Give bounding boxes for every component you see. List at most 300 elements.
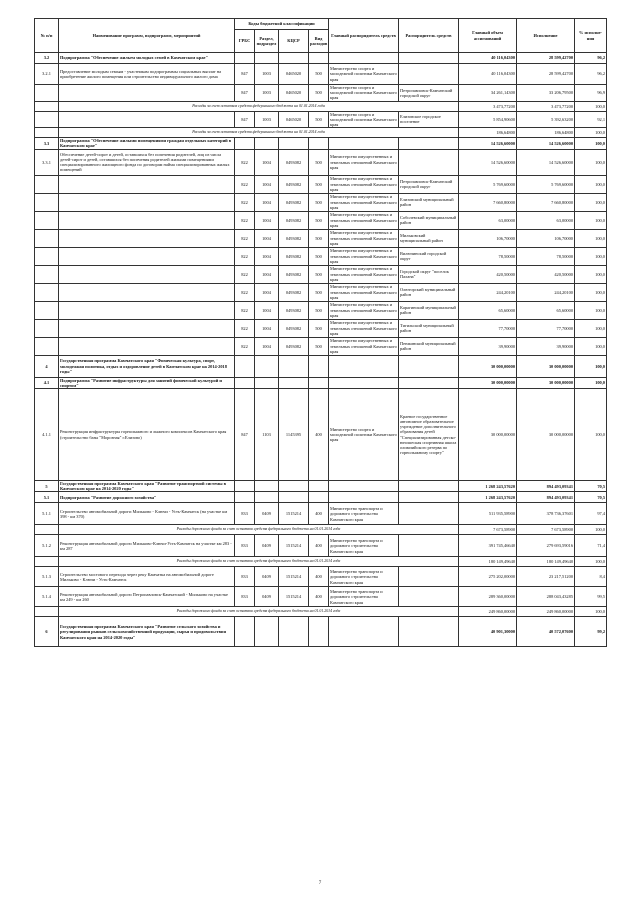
row-main-manager: Министерство имущественных и земельных отношений Камчатского края	[330, 320, 397, 336]
empty-cell	[329, 377, 399, 388]
note-row	[35, 101, 607, 111]
note-row	[35, 557, 607, 567]
row-razdel: 1004	[255, 211, 279, 229]
row-name: Подпрограмма "Развитие дорожного хозяйства"	[59, 492, 235, 503]
row-num: 5.1.2	[35, 535, 59, 557]
row-vr: 400	[309, 503, 329, 525]
section-row	[35, 617, 607, 647]
row-pct: 100,0	[575, 138, 607, 149]
section-row	[35, 377, 607, 388]
row-name	[59, 283, 235, 301]
row-exec: 244,20100	[517, 283, 575, 301]
row-volume: 1 268 243,57620	[459, 492, 517, 503]
row-volume: 30 000,00000	[459, 377, 517, 388]
section-row	[35, 355, 607, 377]
section-row	[35, 138, 607, 149]
col-header-pct: % исполне-ния	[575, 19, 607, 53]
row-exec: 5 769,60000	[517, 175, 575, 193]
row-pct: 100,0	[575, 319, 607, 337]
row-name	[59, 193, 235, 211]
row-name	[59, 211, 235, 229]
row-kcsr: 0493082	[279, 337, 309, 355]
row-exec: 28 599,42700	[517, 64, 575, 85]
empty-cell	[279, 53, 309, 64]
row-razdel: 1004	[255, 283, 279, 301]
empty-cell	[399, 492, 459, 503]
row-num: 3.2.1	[35, 64, 59, 85]
empty-cell	[329, 138, 399, 149]
row-kcsr: 0493082	[279, 149, 309, 175]
row-razdel: 1004	[255, 229, 279, 247]
row-exec: 77,70000	[517, 319, 575, 337]
row-exec: 65,60000	[517, 301, 575, 319]
section-row	[35, 481, 607, 492]
row-pct: 100,0	[575, 247, 607, 265]
row-volume: 5 769,60000	[459, 175, 517, 193]
row-volume: 3 473,77200	[459, 101, 517, 111]
row-pct: 71,4	[575, 535, 607, 557]
row-exec: 5 392,63200	[517, 111, 575, 128]
row-kcsr: 1515214	[279, 535, 309, 557]
row-vr: 500	[309, 301, 329, 319]
row-grbs: 822	[235, 229, 255, 247]
empty-cell	[235, 492, 255, 503]
row-manager: Вилючинский городской округ	[399, 247, 459, 265]
row-manager: Соболевский муниципальный район	[399, 211, 459, 229]
row-pct: 100,0	[575, 525, 607, 535]
empty-cell	[235, 377, 255, 388]
row-main-manager: Министерство имущественных и земельных отношений Камчатского края	[330, 212, 397, 228]
empty-cell	[399, 377, 459, 388]
row-volume: 63,00000	[459, 211, 517, 229]
row-volume: 106,70000	[459, 229, 517, 247]
row-pct: 100,0	[575, 337, 607, 355]
row-vr: 500	[309, 337, 329, 355]
table-row	[35, 175, 607, 193]
row-vr: 500	[309, 283, 329, 301]
row-exec: 186,64800	[517, 128, 575, 138]
row-name: Государственная программа Камчатского края "Развитие транспортной системы в Камчатском крае на 2014-2020 годы"	[59, 481, 235, 492]
empty-cell	[329, 617, 399, 647]
table-row	[35, 587, 607, 607]
empty-cell	[309, 617, 329, 647]
row-razdel: 1003	[255, 64, 279, 85]
row-pct: 100,0	[575, 283, 607, 301]
row-manager	[399, 149, 459, 175]
table-row	[35, 567, 607, 587]
row-exec: 39,90000	[517, 337, 575, 355]
col-header-volume: Главный объем ассигнований	[459, 19, 517, 53]
row-vr: 500	[309, 247, 329, 265]
row-name: Строительство мостового перехода через реку Камчатка на автомобильной дороге Мильково - Ключи - Усть-Камчатск	[59, 567, 235, 587]
table-row	[35, 247, 607, 265]
row-volume: 14 526,60000	[459, 149, 517, 175]
row-vr: 500	[309, 64, 329, 85]
row-main-manager: Министерство транспорта и дорожного строительства Камчатского края	[329, 503, 399, 525]
row-volume: 420,50000	[459, 265, 517, 283]
row-grbs: 822	[235, 211, 255, 229]
row-num	[35, 337, 59, 355]
empty-cell	[279, 481, 309, 492]
row-grbs: 833	[235, 567, 255, 587]
row-exec: 106,70000	[517, 229, 575, 247]
row-exec: 279 693,59016	[517, 535, 575, 557]
row-manager	[399, 567, 459, 587]
table-row	[35, 503, 607, 525]
row-exec: 28 599,42700	[517, 53, 575, 64]
row-razdel: 1004	[255, 193, 279, 211]
empty-cell	[309, 492, 329, 503]
row-main-manager: Министерство имущественных и земельных отношений Камчатского края	[330, 248, 397, 264]
row-pct: 92,1	[575, 111, 607, 128]
row-note: Расходы за счет остатков средств федерального бюджета на 01.01.2014 года	[59, 101, 459, 111]
row-pct: 100,0	[575, 355, 607, 377]
row-name	[59, 229, 235, 247]
row-name	[59, 319, 235, 337]
row-vr: 500	[309, 149, 329, 175]
row-name	[59, 85, 235, 102]
col-header-codes-group: Коды бюджетной классификации	[235, 19, 329, 30]
row-pct: 100,0	[575, 265, 607, 283]
row-volume: 39,90000	[459, 337, 517, 355]
empty-cell	[35, 607, 59, 617]
empty-cell	[255, 481, 279, 492]
row-volume: 34 261,14300	[459, 85, 517, 102]
row-num	[35, 85, 59, 102]
row-grbs: 847	[235, 389, 255, 481]
row-exec: 894 493,09341	[517, 492, 575, 503]
row-num: 5.1.1	[35, 503, 59, 525]
row-exec: 7 660,80000	[517, 193, 575, 211]
table-row	[35, 64, 607, 85]
empty-cell	[399, 138, 459, 149]
row-name	[59, 175, 235, 193]
row-num: 4.1.1	[35, 389, 59, 481]
row-pct: 100,0	[575, 175, 607, 193]
empty-cell	[235, 481, 255, 492]
row-pct: 100,0	[575, 128, 607, 138]
empty-cell	[309, 53, 329, 64]
row-note: Расходы дорожного фонда за счет остатков средств федерального бюджета на 01.01.2014 года	[59, 525, 459, 535]
row-volume: 244,20100	[459, 283, 517, 301]
row-name	[59, 301, 235, 319]
row-pct: 100,0	[575, 607, 607, 617]
row-volume: 7 660,80000	[459, 193, 517, 211]
row-exec: 14 526,60000	[517, 149, 575, 175]
row-main-manager: Министерство имущественных и земельных отношений Камчатского края	[330, 338, 397, 354]
empty-cell	[279, 492, 309, 503]
row-exec: 249 860,00000	[517, 607, 575, 617]
row-main-manager: Министерство имущественных и земельных отношений Камчатского края	[330, 230, 397, 246]
row-exec: 14 526,60000	[517, 138, 575, 149]
row-volume: 180 149,49640	[459, 557, 517, 567]
table-row	[35, 283, 607, 301]
empty-cell	[255, 377, 279, 388]
row-vr: 400	[309, 535, 329, 557]
row-kcsr: 0493082	[279, 211, 309, 229]
row-manager	[399, 587, 459, 607]
row-manager: Городской округ "поселок Палана"	[399, 265, 459, 283]
row-grbs: 833	[235, 587, 255, 607]
row-volume: 391 745,46640	[459, 535, 517, 557]
row-manager	[399, 535, 459, 557]
row-pct: 96,9	[575, 85, 607, 102]
row-pct: 99,5	[575, 587, 607, 607]
row-num	[35, 301, 59, 319]
row-exec: 33 206,79500	[517, 85, 575, 102]
row-manager: Мильковский муниципальный район	[399, 229, 459, 247]
row-vr: 500	[309, 111, 329, 128]
row-grbs: 822	[235, 301, 255, 319]
row-name: Реконструкция автомобильной дороги Петропавловск-Камчатский - Мильково на участке км 249 - км 260	[59, 587, 235, 607]
row-vr: 500	[309, 229, 329, 247]
row-main-manager: Министерство транспорта и дорожного строительства Камчатского края	[329, 587, 399, 607]
row-kcsr: 1515214	[279, 587, 309, 607]
row-exec: 78,50000	[517, 247, 575, 265]
row-main-manager: Министерство имущественных и земельных отношений Камчатского края	[330, 176, 397, 192]
table-row	[35, 85, 607, 102]
row-razdel: 1003	[255, 111, 279, 128]
row-kcsr: 0493082	[279, 265, 309, 283]
row-pct: 100,0	[575, 101, 607, 111]
row-main-manager: Министерство спорта и молодежной политики Камчатского края	[330, 85, 397, 101]
row-main-manager: Министерство спорта и молодежной политики Камчатского края	[329, 389, 399, 481]
row-note: Расходы дорожного фонда за счет остатков средств федерального бюджета на 01.01.2014 года	[59, 607, 459, 617]
row-kcsr: 1515214	[279, 567, 309, 587]
empty-cell	[329, 355, 399, 377]
empty-cell	[255, 53, 279, 64]
empty-cell	[235, 617, 255, 647]
row-num	[35, 319, 59, 337]
empty-cell	[279, 617, 309, 647]
col-header-name: Наименование программ, подпрограмм, мероприятий	[59, 19, 235, 53]
row-manager: Тигильский муниципальный район	[399, 319, 459, 337]
row-exec: 30 000,00000	[517, 389, 575, 481]
row-kcsr: 0465020	[279, 64, 309, 85]
row-num: 6	[35, 617, 59, 647]
empty-cell	[35, 128, 59, 138]
row-name	[59, 265, 235, 283]
row-grbs: 822	[235, 175, 255, 193]
row-num	[35, 193, 59, 211]
row-razdel: 1004	[255, 337, 279, 355]
row-pct: 70,5	[575, 492, 607, 503]
empty-cell	[255, 138, 279, 149]
row-pct: 100,0	[575, 211, 607, 229]
row-grbs: 847	[235, 64, 255, 85]
empty-cell	[255, 492, 279, 503]
row-grbs: 833	[235, 535, 255, 557]
row-kcsr: 0465020	[279, 85, 309, 102]
row-note: Расходы дорожного фонда за счет остатков средств федерального бюджета на 01.01.2014 года	[59, 557, 459, 567]
row-num	[35, 175, 59, 193]
empty-cell	[235, 138, 255, 149]
table-row	[35, 535, 607, 557]
row-razdel: 1004	[255, 301, 279, 319]
row-razdel: 1004	[255, 149, 279, 175]
row-exec: 288 043,43285	[517, 587, 575, 607]
row-volume: 30 000,00000	[459, 355, 517, 377]
row-kcsr: 0493082	[279, 175, 309, 193]
row-razdel: 1103	[255, 389, 279, 481]
empty-cell	[279, 355, 309, 377]
row-num: 3.2	[35, 53, 59, 64]
row-pct: 100,0	[575, 149, 607, 175]
row-num: 3.3.1	[35, 149, 59, 175]
row-volume: 275 202,00000	[459, 567, 517, 587]
row-main-manager: Министерство спорта и молодежной политики Камчатского края	[330, 111, 397, 128]
empty-cell	[309, 138, 329, 149]
col-header-num: № п/п	[35, 19, 59, 53]
row-exec: 420,50000	[517, 265, 575, 283]
empty-cell	[235, 53, 255, 64]
empty-cell	[279, 377, 309, 388]
row-name: Предоставление молодым семьям - участникам подпрограммы социальных выплат на приобретение жилого помещения или строительство индивидуального жилого дома	[59, 64, 235, 85]
row-grbs: 822	[235, 265, 255, 283]
row-volume: 289 360,00000	[459, 587, 517, 607]
row-razdel: 0409	[255, 587, 279, 607]
row-manager: Елизовское городское поселение	[399, 111, 459, 128]
row-vr: 500	[309, 211, 329, 229]
row-num	[35, 211, 59, 229]
row-pct: 70,5	[575, 481, 607, 492]
row-manager: Елизовский муниципальный район	[399, 193, 459, 211]
row-exec: 378 736,37601	[517, 503, 575, 525]
row-grbs: 822	[235, 319, 255, 337]
col-header-main-manager: Главный распорядитель средств	[329, 19, 399, 53]
row-razdel: 0409	[255, 535, 279, 557]
row-grbs: 847	[235, 111, 255, 128]
empty-cell	[399, 617, 459, 647]
row-name	[59, 111, 235, 128]
col-header-grbs: ГРБС	[235, 30, 255, 53]
row-volume: 249 860,00000	[459, 607, 517, 617]
row-volume: 40 116,04300	[459, 53, 517, 64]
row-main-manager: Министерство спорта и молодежной политики Камчатского края	[329, 64, 399, 85]
empty-cell	[399, 481, 459, 492]
row-main-manager: Министерство имущественных и земельных отношений Камчатского края	[330, 302, 397, 318]
row-main-manager: Министерство имущественных и земельных отношений Камчатского края	[330, 284, 397, 300]
row-pct: 100,0	[575, 301, 607, 319]
table-row	[35, 149, 607, 175]
row-razdel: 1004	[255, 265, 279, 283]
row-pct: 99,2	[575, 617, 607, 647]
row-name: Подпрограмма "Обеспечение жильем молодых семей в Камчатском крае"	[59, 53, 235, 64]
row-num	[35, 247, 59, 265]
row-num: 5.1	[35, 492, 59, 503]
row-volume: 1 268 243,57620	[459, 481, 517, 492]
row-name: Реконструкция инфраструктуры горнолыжного и лыжного комплексов Камчатского края (строительство базы "Морозная" г.Елизово)	[59, 389, 235, 481]
row-num	[35, 111, 59, 128]
row-manager: Петропавловск-Камчатский городской округ	[399, 175, 459, 193]
row-vr: 500	[309, 175, 329, 193]
row-pct: 97,4	[575, 503, 607, 525]
row-vr: 500	[309, 265, 329, 283]
col-header-manager: Распорядитель средств	[399, 19, 459, 53]
table-row	[35, 389, 607, 481]
empty-cell	[235, 355, 255, 377]
row-razdel: 1004	[255, 175, 279, 193]
row-kcsr: 0465020	[279, 111, 309, 128]
row-volume: 65,60000	[459, 301, 517, 319]
row-grbs: 833	[235, 503, 255, 525]
empty-cell	[35, 525, 59, 535]
row-name: Обеспечение детей-сирот и детей, оставшихся без попечения родителей, лиц из числа детей-сирот и детей, оставшихся без попечения родителей жилыми помещениями специализированного жилищного фонда по договорам найма специализированных жилых помещений	[59, 149, 235, 175]
empty-cell	[329, 492, 399, 503]
row-volume: 14 526,60000	[459, 138, 517, 149]
col-header-vr: Вид расходов	[309, 30, 329, 53]
row-manager: Петропавловск-Камчатский городской округ	[399, 85, 459, 102]
row-pct: 100,0	[575, 557, 607, 567]
table-row	[35, 211, 607, 229]
row-name: Строительство автомобильной дороги Мильково - Ключи - Усть-Камчатск (на участке км 398 - км 370)	[59, 503, 235, 525]
row-grbs: 847	[235, 85, 255, 102]
row-volume: 186,64800	[459, 128, 517, 138]
row-exec: 7 673,58900	[517, 525, 575, 535]
row-num: 4	[35, 355, 59, 377]
note-row	[35, 607, 607, 617]
note-row	[35, 128, 607, 138]
row-name: Подпрограмма "Развитие инфраструктуры для занятий физической культурой и спортом"	[59, 377, 235, 388]
row-vr: 500	[309, 193, 329, 211]
row-num: 5	[35, 481, 59, 492]
row-grbs: 822	[235, 149, 255, 175]
row-num: 4.1	[35, 377, 59, 388]
row-pct: 96,2	[575, 53, 607, 64]
table-row	[35, 111, 607, 128]
row-main-manager: Министерство транспорта и дорожного строительства Камчатского края	[329, 535, 399, 557]
row-manager: Пенжинский муниципальный район	[399, 337, 459, 355]
row-num	[35, 265, 59, 283]
table-body	[35, 53, 607, 647]
row-exec: 63,00000	[517, 211, 575, 229]
row-exec: 894 493,09341	[517, 481, 575, 492]
row-pct: 8,4	[575, 567, 607, 587]
row-num: 3.3	[35, 138, 59, 149]
row-kcsr: 1145395	[279, 389, 309, 481]
row-pct: 100,0	[575, 389, 607, 481]
row-pct: 100,0	[575, 229, 607, 247]
row-num: 5.1.3	[35, 567, 59, 587]
row-exec: 30 000,00000	[517, 355, 575, 377]
table-row	[35, 229, 607, 247]
row-razdel: 1004	[255, 319, 279, 337]
table-row	[35, 337, 607, 355]
row-vr: 400	[309, 567, 329, 587]
empty-cell	[35, 557, 59, 567]
table-row	[35, 319, 607, 337]
col-header-kcsr: КЦСР	[279, 30, 309, 53]
row-kcsr: 0493082	[279, 283, 309, 301]
row-pct: 100,0	[575, 377, 607, 388]
budget-execution-table	[34, 18, 607, 647]
table-row	[35, 301, 607, 319]
row-manager: Краевое государственное автономное образовательное учреждение дополнительного образования детей "Специализированная детско-юношеская спортивная школа олимпийского резерва по горнолыжному спорту"	[399, 389, 459, 481]
row-exec: 40 572,07600	[517, 617, 575, 647]
empty-cell	[35, 101, 59, 111]
row-note: Расходы за счет остатков средств федерального бюджета на 01.01.2014 года	[59, 128, 459, 138]
row-kcsr: 1515214	[279, 503, 309, 525]
table-row	[35, 193, 607, 211]
empty-cell	[399, 355, 459, 377]
row-name: Реконструкция автомобильной дороги Мильково-Ключи-Усть-Камчатск на участке км 283 - км 287	[59, 535, 235, 557]
row-volume: 511 935,58900	[459, 503, 517, 525]
row-razdel: 1003	[255, 85, 279, 102]
empty-cell	[329, 481, 399, 492]
note-row	[35, 525, 607, 535]
empty-cell	[255, 617, 279, 647]
row-manager	[399, 64, 459, 85]
